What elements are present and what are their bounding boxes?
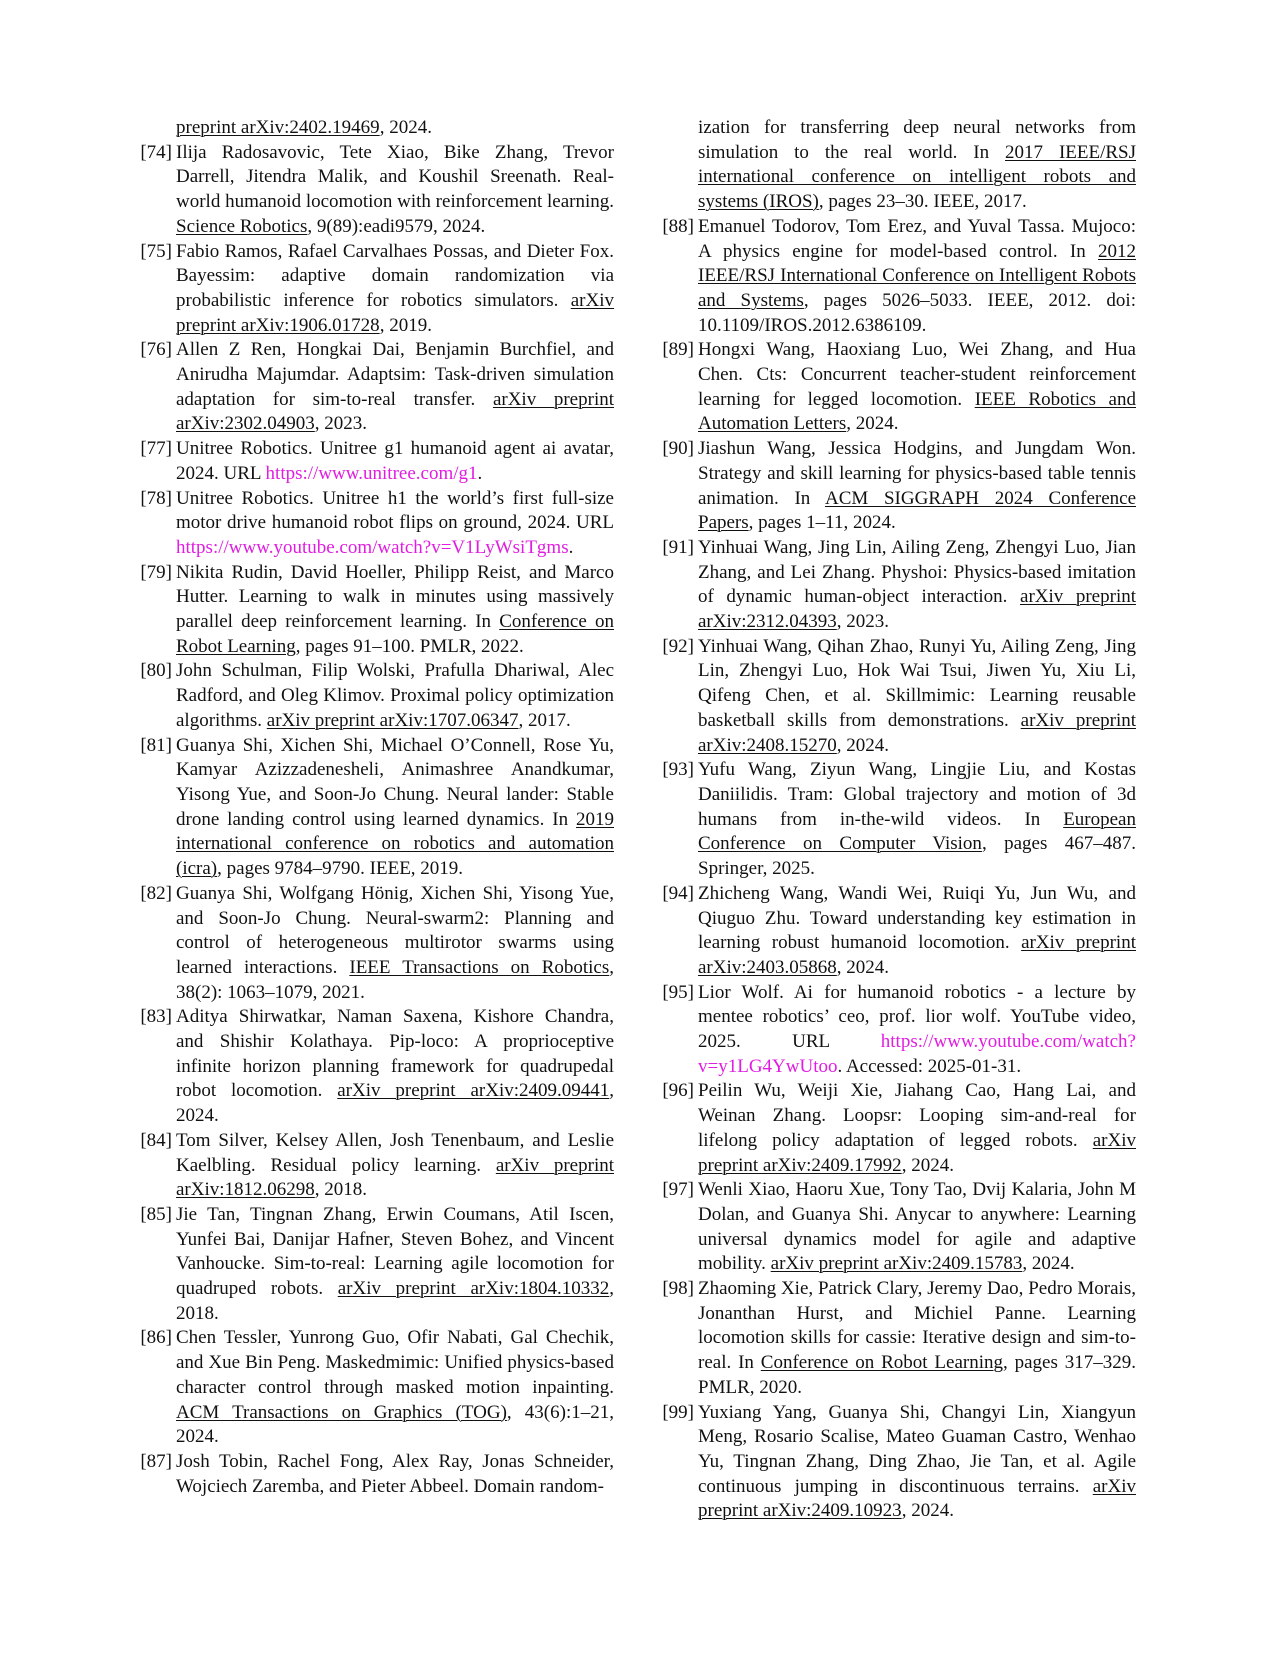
reference-text: Jiashun Wang, Jessica Hodgins, and Jungdam Won. Strategy and skill learning for physics-based table tennis animation. In — [698, 438, 1136, 509]
reference-text: Unitree Robotics. Unitree h1 the world’s first full-size motor drive humanoid robot flips on ground, 2024. URL — [176, 487, 614, 534]
reference-number: [95] — [662, 981, 694, 1003]
reference-continuation — [666, 116, 1136, 215]
reference-number: [88] — [662, 215, 694, 237]
reference-text: Zhicheng Wang, Wandi Wei, Ruiqi Yu, Jun Wu, and Qiuguo Zhu. Toward understanding key estimation in learning robust humanoid locomotion. — [698, 882, 1136, 954]
reference-text: John Schulman, Filip Wolski, Prafulla Dhariwal, Alec Radford, and Oleg Klimov. Proximal policy optimization algorithms. — [176, 660, 614, 731]
reference-venue: ACM Transactions on Graphics (TOG) — [176, 1401, 507, 1423]
reference-number: [77] — [140, 438, 172, 460]
reference-venue: arXiv preprint arXiv:1812.06298 — [176, 1154, 615, 1201]
reference-url-link[interactable]: https://www.unitree.com/g1 — [265, 462, 478, 484]
reference-number: [75] — [140, 240, 172, 262]
reference-text: Yinhuai Wang, Qihan Zhao, Runyi Yu, Ailing Zeng, Jing Lin, Zhengyi Luo, Hok Wai Tsui, Jiwen Yu, Xiu Li, Qifeng Chen, et al. Skillmimic: Learning reusable basketball skills from demonstrations. — [698, 635, 1136, 731]
reference-number: [92] — [662, 635, 694, 657]
reference-text: , pages 467–487. Springer, 2025. — [698, 833, 1136, 880]
reference-text: Fabio Ramos, Rafael Carvalhaes Possas, and Dieter Fox. Bayessim: adaptive domain randomization via probabilistic inference for robotics simulators. — [176, 240, 614, 311]
reference-text: , pages 9784–9790. IEEE, 2019. — [217, 858, 464, 880]
reference-number: [97] — [662, 1179, 694, 1201]
reference-text: , 43(6):1–21, 2024. — [176, 1401, 614, 1448]
reference-venue: 2012 IEEE/RSJ International Conference on Intelligent Robots and Systems — [698, 240, 1136, 311]
reference-text: , 2024. — [846, 413, 899, 435]
reference-venue: arXiv preprint arXiv:2409.09441 — [337, 1080, 610, 1102]
reference-text: Emanuel Todorov, Tom Erez, and Yuval Tassa. Mujoco: A physics engine for model-based control. In — [698, 215, 1136, 262]
reference-text: , 2023. — [836, 611, 890, 633]
reference-text: , 2024. — [836, 734, 890, 756]
reference-text: , 2024. — [176, 1080, 614, 1127]
reference-entry — [662, 338, 1136, 437]
reference-venue: arXiv preprint arXiv:1804.10332 — [337, 1278, 610, 1300]
reference-text: Zhaoming Xie, Patrick Clary, Jeremy Dao, Pedro Morais, Jonanthan Hurst, and Michiel Panne. Learning locomotion skills for cassie: Iterative design and sim-to-real. In — [698, 1278, 1136, 1374]
reference-text: Lior Wolf. Ai for humanoid robotics - a lecture by mentee robotics’ ceo, prof. lior wolf. YouTube video, 2025. URL — [698, 981, 1136, 1053]
reference-number: [94] — [662, 882, 694, 904]
reference-entry — [662, 437, 1137, 536]
reference-number: [76] — [140, 339, 172, 361]
reference-number: [74] — [140, 141, 172, 163]
reference-text: Nikita Rudin, David Hoeller, Philipp Reist, and Marco Hutter. Learning to walk in minutes using massively parallel deep reinforcement learning. In — [176, 561, 614, 633]
reference-venue: European Conference on Computer Vision — [698, 808, 1136, 855]
reference-number: [81] — [140, 734, 172, 756]
reference-text: , pages 91–100. PMLR, 2022. — [295, 635, 524, 657]
reference-text: , 2024. — [1022, 1253, 1075, 1275]
reference-column-left — [140, 116, 615, 1499]
reference-number: [78] — [140, 487, 172, 509]
reference-text: Yuxiang Yang, Guanya Shi, Changyi Lin, Xiangyun Meng, Rosario Scalise, Mateo Guaman Castro, Wenhao Yu, Tingnan Zhang, Ding Zhao, Jie Tan, et al. Agile continuous jumping in discontinuous terrains. — [698, 1401, 1136, 1497]
reference-venue: arXiv preprint arXiv:2408.15270 — [698, 709, 1137, 756]
reference-text: Yufu Wang, Ziyun Wang, Lingjie Liu, and Kostas Daniilidis. Tram: Global trajectory and motion of 3d humans from in-the-wild videos. In — [698, 759, 1136, 830]
reference-venue: IEEE Robotics and Automation Letters — [698, 388, 1136, 435]
reference-text: , 2018. — [314, 1179, 368, 1201]
reference-number: [99] — [662, 1401, 694, 1423]
reference-text: Josh Tobin, Rachel Fong, Alex Ray, Jonas Schneider, Wojciech Zaremba, and Pieter Abbeel. Domain random- — [176, 1450, 614, 1497]
reference-text: Yinhuai Wang, Jing Lin, Ailing Zeng, Zhengyi Luo, Jian Zhang, and Lei Zhang. Physhoi: Physics-based imitation of dynamic human-object interaction. — [698, 536, 1136, 608]
reference-venue: IEEE Transactions on Robotics — [349, 956, 610, 978]
reference-venue: Conference on Robot Learning — [760, 1352, 1003, 1374]
reference-entry — [140, 561, 614, 660]
reference-text: ization for transferring deep neural networks from simulation to the real world. In — [698, 117, 1136, 163]
reference-text: Chen Tessler, Yunrong Guo, Ofir Nabati, Gal Chechik, and Xue Bin Peng. Maskedmimic: Unified physics-based character control through masked motion inpainting. — [176, 1327, 614, 1398]
reference-number: [91] — [662, 536, 694, 558]
reference-number: [84] — [140, 1129, 172, 1151]
reference-entry — [140, 141, 614, 240]
reference-number: [80] — [140, 660, 172, 682]
reference-number: [86] — [140, 1327, 172, 1349]
reference-number: [87] — [140, 1450, 172, 1472]
reference-text: Guanya Shi, Wolfgang Hönig, Xichen Shi, Yisong Yue, and Soon-Jo Chung. Neural-swarm2: Planning and control of heterogeneous multirotor swarms using learned interactions. — [176, 882, 614, 978]
reference-url-link[interactable]: https://www.youtube.com/watch?v=y1LG4YwUtoo — [698, 1031, 1136, 1077]
reference-number: [79] — [140, 561, 172, 583]
reference-venue: arXiv preprint arXiv:2409.17992 — [698, 1129, 1136, 1176]
reference-entry — [662, 635, 1137, 759]
reference-venue: 2017 IEEE/RSJ international conference on intelligent robots and systems (IROS) — [698, 141, 1136, 213]
reference-venue: arXiv preprint arXiv:1906.01728 — [176, 289, 614, 336]
reference-number: [82] — [140, 882, 172, 904]
reference-number: [98] — [662, 1278, 694, 1300]
reference-entry — [140, 437, 614, 486]
reference-text: , 2024. — [836, 956, 890, 978]
reference-text: . — [477, 462, 483, 484]
reference-number: [93] — [662, 759, 694, 781]
reference-text: , pages 23–30. IEEE, 2017. — [818, 191, 1027, 213]
reference-text: Jie Tan, Tingnan Zhang, Erwin Coumans, Atil Iscen, Yunfei Bai, Danijar Hafner, Steven Bohez, and Vincent Vanhoucke. Sim-to-real: Learning agile locomotion for quadruped robots. — [176, 1203, 614, 1300]
reference-venue: arXiv preprint arXiv:2409.10923 — [698, 1475, 1136, 1522]
reference-text: , 2024. — [379, 117, 432, 138]
reference-text: Aditya Shirwatkar, Naman Saxena, Kishore Chandra, and Shishir Kolathaya. Pip-loco: A proprioceptive infinite horizon planning framework for quadrupedal robot locomotion. — [176, 1006, 614, 1102]
reference-text: Unitree Robotics. Unitree g1 humanoid agent ai avatar, 2024. URL — [176, 438, 614, 484]
reference-text: , 9(89):eadi9579, 2024. — [307, 215, 486, 237]
reference-text: Tom Silver, Kelsey Allen, Josh Tenenbaum, and Leslie Kaelbling. Residual policy learning. — [176, 1129, 614, 1176]
reference-venue: arXiv preprint arXiv:2312.04393 — [698, 586, 1136, 633]
reference-entry — [140, 1129, 615, 1203]
reference-number: [85] — [140, 1203, 172, 1225]
reference-text: Wenli Xiao, Haoru Xue, Tony Tao, Dvij Kalaria, John M Dolan, and Guanya Shi. Anycar to anywhere: Learning universal dynamics model for agile and adaptive mobility. — [698, 1179, 1136, 1275]
reference-url-link[interactable]: https://www.youtube.com/watch?v=V1LyWsiTgms — [176, 536, 569, 558]
reference-text: , 38(2): 1063–1079, 2021. — [176, 956, 614, 1003]
reference-entry — [662, 981, 1136, 1080]
reference-venue: arXiv preprint arXiv:2403.05868 — [698, 932, 1136, 978]
reference-text: , 2024. — [901, 1154, 954, 1176]
reference-entry — [140, 1450, 614, 1499]
reference-entry — [662, 536, 1136, 635]
reference-venue: preprint arXiv:2402.19469 — [176, 117, 380, 138]
reference-text: Peilin Wu, Weiji Xie, Jiahang Cao, Hang Lai, and Weinan Zhang. Loopsr: Looping sim-and-real for lifelong policy adaptation of legged robots. — [698, 1080, 1136, 1151]
reference-venue: Conference on Robot Learning — [176, 611, 614, 657]
reference-number: [96] — [662, 1080, 694, 1102]
reference-entry — [140, 487, 614, 561]
reference-entry — [662, 1079, 1136, 1178]
reference-entry — [662, 1401, 1136, 1525]
reference-number: [90] — [662, 438, 694, 460]
reference-entry — [140, 734, 614, 882]
reference-text: , pages 5026–5033. IEEE, 2012. doi: 10.1109/IROS.2012.6386109. — [698, 289, 1136, 336]
reference-text: , 2019. — [379, 314, 432, 336]
reference-entry — [140, 1203, 614, 1327]
reference-continuation — [144, 116, 614, 141]
reference-number: [83] — [140, 1006, 172, 1028]
reference-text: . Accessed: 2025-01-31. — [837, 1055, 1022, 1077]
reference-venue: ACM SIGGRAPH 2024 Conference Papers — [698, 487, 1137, 534]
reference-number: [89] — [662, 339, 694, 361]
reference-text: , 2023. — [314, 413, 368, 435]
reference-entry — [140, 882, 614, 1006]
reference-entry — [140, 659, 614, 733]
reference-venue: arXiv preprint arXiv:2302.04903 — [176, 388, 615, 435]
reference-entry — [140, 240, 614, 339]
reference-text: , pages 317–329. PMLR, 2020. — [698, 1352, 1136, 1398]
reference-column-right — [662, 116, 1137, 1524]
reference-venue: arXiv preprint arXiv:2409.15783 — [770, 1253, 1023, 1275]
reference-text: Ilija Radosavovic, Tete Xiao, Bike Zhang, Trevor Darrell, Jitendra Malik, and Koushil Sreenath. Real-world humanoid locomotion with reinforcement learning. — [176, 141, 614, 213]
reference-entry — [662, 758, 1136, 882]
reference-entry — [662, 1178, 1136, 1277]
reference-entry — [662, 1277, 1136, 1401]
reference-text: , 2017. — [518, 709, 571, 731]
reference-text: , 2024. — [901, 1500, 954, 1522]
reference-entry — [662, 215, 1136, 339]
reference-text: , pages 1–11, 2024. — [748, 512, 896, 534]
reference-entry — [140, 338, 615, 437]
reference-text: . — [568, 536, 574, 558]
reference-venue: Science Robotics — [176, 215, 308, 237]
reference-venue: arXiv preprint arXiv:1707.06347 — [266, 709, 519, 731]
reference-text: Allen Z Ren, Hongkai Dai, Benjamin Burchfiel, and Anirudha Majumdar. Adaptsim: Task-driven simulation adaptation for sim-to-real transfer. — [176, 339, 614, 410]
reference-text: Guanya Shi, Xichen Shi, Michael O’Connell, Rose Yu, Kamyar Azizzadenesheli, Animashree Anandkumar, Yisong Yue, and Soon-Jo Chung. Neural lander: Stable drone landing control using learned dynamics. In — [176, 734, 614, 830]
reference-entry — [140, 1005, 614, 1129]
reference-entry — [662, 882, 1136, 981]
reference-entry — [140, 1326, 614, 1450]
reference-venue: 2019 international conference on robotics and automation (icra) — [176, 808, 614, 880]
reference-text: Hongxi Wang, Haoxiang Luo, Wei Zhang, and Hua Chen. Cts: Concurrent teacher-student reinforcement learning for legged locomotion. — [698, 339, 1136, 410]
reference-text: , 2018. — [176, 1278, 614, 1324]
